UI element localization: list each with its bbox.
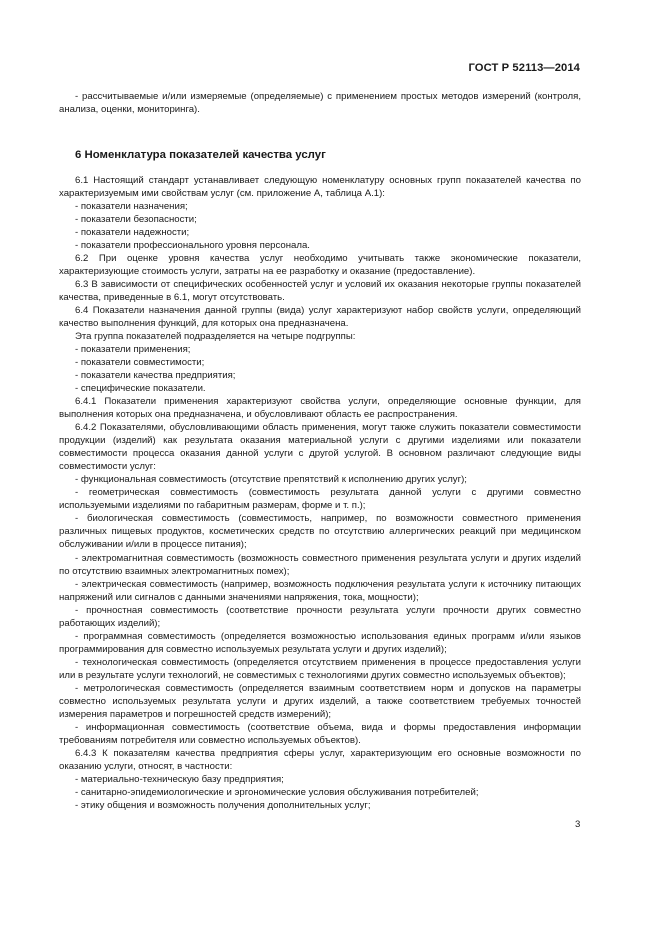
page-number: 3 [575, 819, 581, 830]
list-item: - биологическая совместимость (совместимость, например, по возможности совместного применения различных пищевых продуктов, косметических средств по отсутствию аллергических реакций при медицинском обслуживании и/или в процессе питания); [59, 513, 581, 551]
section-heading: 6 Номенклатура показателей качества услуг [75, 149, 326, 162]
paragraph: 6.4 Показатели назначения данной группы (вида) услуг характеризуют набор свойств услуги, определяющий качество выполнения функций, для которых она предназначена. [59, 305, 581, 330]
list-item: - показатели профессионального уровня персонала. [75, 240, 310, 252]
list-item: - технологическая совместимость (определяется отсутствием применения в процессе предоставления услуги или в результате услуги технологий, не совместимых с технологиями других совместно используемых объектов); [59, 656, 581, 681]
list-item: - специфические показатели. [75, 383, 206, 395]
list-item: - программная совместимость (определяется возможностью использования единых программ и/или языков программирования для совместно используемых результата услуги и других изделий); [59, 630, 581, 655]
paragraph: 6.3 В зависимости от специфических особенностей услуг и условий их оказания некоторые группы показателей качества, приведенные в 6.1, могут отсутствовать. [59, 279, 581, 304]
paragraph: Эта группа показателей подразделяется на четыре подгруппы: [75, 331, 356, 343]
paragraph: 6.4.3 К показателям качества предприятия сферы услуг, характеризующим его основные возможности по оказанию услуги, относят, в частности: [59, 747, 581, 772]
paragraph: 6.4.2 Показателями, обусловливающими область применения, могут также служить показатели совместимости продукции (изделий) как результата оказания материальной услуги с другими изделиями или показатели совместимости процесса оказания данной услуги с другой услугой. В основном различают следующие виды совместимости услуг: [59, 422, 581, 473]
list-item: - показатели качества предприятия; [75, 370, 236, 382]
list-item: - функциональная совместимость (отсутствие препятствий к исполнению других услуг); [75, 474, 467, 486]
list-item: - прочностная совместимость (соответствие прочности результата услуги прочности других совместно работающих изделий); [59, 604, 581, 629]
list-item: - электрическая совместимость (например, возможность подключения результата услуги к источнику питающих напряжений или сигналов с данными значениями напряжения, тока, мощности); [59, 578, 581, 603]
paragraph: 6.2 При оценке уровня качества услуг необходимо учитывать также экономические показатели, характеризующие стоимость услуги, затраты на ее разработку и оказание (предоставление). [59, 253, 581, 278]
list-item: - материально-техническую базу предприятия; [75, 773, 284, 785]
list-item: - показатели совместимости; [75, 357, 205, 369]
paragraph: 6.1 Настоящий стандарт устанавливает следующую номенклатуру основных групп показателей качества по характеризуемым ими свойствам услуг (см. приложение А, таблица А.1): [59, 175, 581, 200]
list-item: - санитарно-эпидемиологические и эргономические условия обслуживания потребителей; [75, 786, 479, 798]
standard-designation: ГОСТ Р 52113—2014 [468, 62, 580, 74]
paragraph: 6.4.1 Показатели применения характеризуют свойства услуги, определяющие основные функции, для выполнения которых она предназначена, и обусловливают область ее распространения. [59, 396, 581, 421]
list-item: - показатели безопасности; [75, 214, 197, 226]
document-body [59, 90, 581, 812]
list-item: - метрологическая совместимость (определяется взаимным соответствием норм и допусков на параметры совместно используемых результата услуги и других изделий, а также соответствием требуемых точностей измерения параметров и погрешностей средств измерений); [59, 682, 581, 720]
list-item: - геометрическая совместимость (совместимость результата данной услуги с другими совместно используемыми изделиями по габаритным размерам, форме и т. п.); [59, 487, 581, 512]
list-item: - показатели надежности; [75, 227, 190, 239]
list-item: - этику общения и возможность получения дополнительных услуг; [75, 799, 371, 811]
list-item: - рассчитываемые и/или измеряемые (определяемые) с применением простых методов измерений (контроля, анализа, оценки, мониторинга). [59, 91, 581, 116]
list-item: - показатели назначения; [75, 201, 188, 213]
list-item: - информационная совместимость (соответствие объема, вида и формы предоставления информации требованиям потребителя или совместно используемых объектов). [59, 721, 581, 746]
list-item: - электромагнитная совместимость (возможность совместного применения результата услуги и других изделий по отсутствию взаимных электромагнитных помех); [59, 552, 581, 577]
list-item: - показатели применения; [75, 344, 191, 356]
